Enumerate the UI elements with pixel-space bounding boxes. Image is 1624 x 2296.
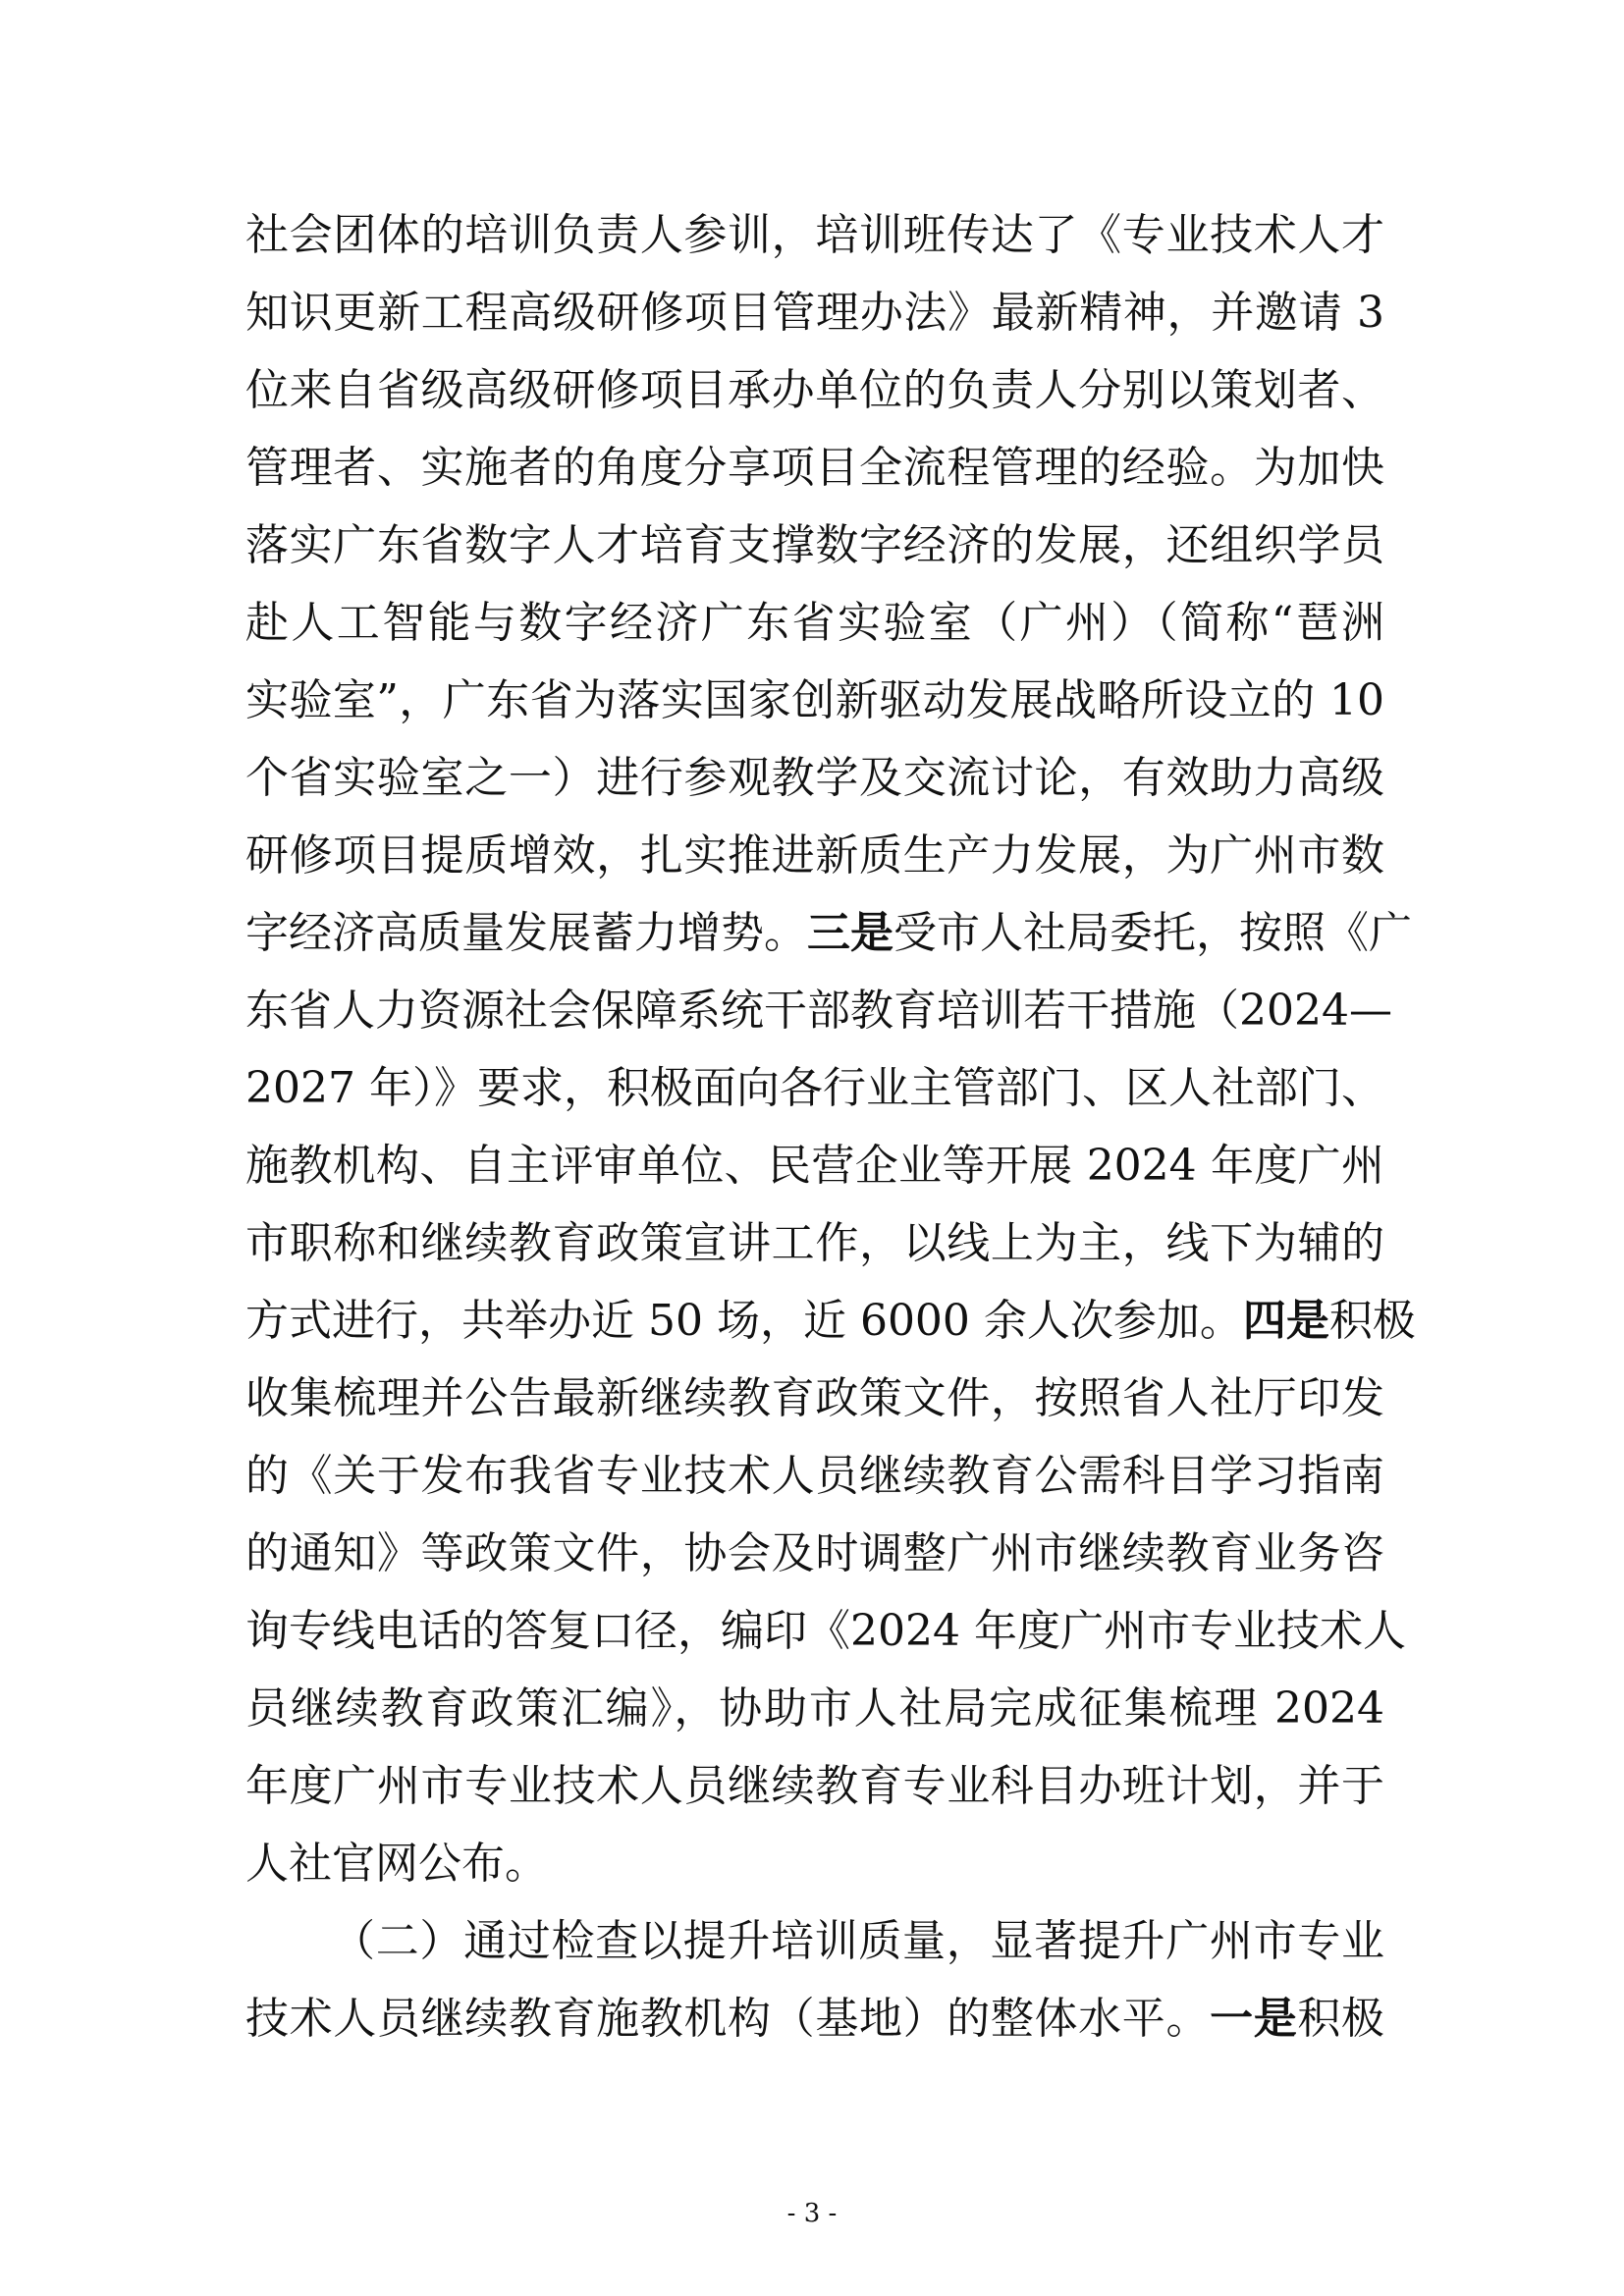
text-line: 方式进行，共举办近 50 场，近 6000 余人次参加。四是积极 [245,1296,1416,1346]
text-line: 赴人工智能与数字经济广东省实验室（广州）（简称“琶洲 [245,598,1384,648]
text-line: 社会团体的培训负责人参训，培训班传达了《专业技术人才 [245,210,1384,260]
text-line: 研修项目提质增效，扎实推进新质生产力发展，为广州市数 [245,830,1384,881]
bold-marker: 一是 [1210,1994,1298,2044]
text-line: 的《关于发布我省专业技术人员继续教育公需科目学习指南 [245,1451,1384,1501]
bold-marker: 四是 [1242,1296,1329,1346]
page-number: - 3 - [786,2199,838,2228]
text-line: 市职称和继续教育政策宣讲工作，以线上为主，线下为辅的 [245,1218,1384,1268]
text-line: 技术人员继续教育施教机构（基地）的整体水平。一是积极 [245,1994,1384,2044]
paragraph-2 [245,1902,1384,2057]
text-line: 东省人力资源社会保障系统干部教育培训若干措施（2024— [245,986,1392,1036]
text-line: 年度广州市专业技术人员继续教育专业科目办班计划，并于 [245,1761,1384,1811]
text-line: 管理者、实施者的角度分享项目全流程管理的经验。为加快 [245,443,1384,493]
text-line: 询专线电话的答复口径，编印《2024 年度广州市专业技术人 [245,1606,1406,1656]
text-line: （二）通过检查以提升培训质量，显著提升广州市专业 [332,1916,1384,1966]
text-line: 收集梳理并公告最新继续教育政策文件，按照省人社厅印发 [245,1373,1384,1423]
text-line: 的通知》等政策文件，协会及时调整广州市继续教育业务咨 [245,1528,1384,1578]
text-line: 落实广东省数字人才培育支撑数字经济的发展，还组织学员 [245,520,1384,570]
body-text [245,196,1416,2057]
text-line: 个省实验室之一）进行参观教学及交流讨论，有效助力高级 [245,753,1384,803]
text-line: 施教机构、自主评审单位、民营企业等开展 2024 年度广州 [245,1141,1384,1191]
text-line: 实验室”，广东省为落实国家创新驱动发展战略所设立的 10 [245,675,1384,725]
text-line: 字经济高质量发展蓄力增势。三是受市人社局委托，按照《广 [245,908,1412,958]
text-line: 位来自省级高级研修项目承办单位的负责人分别以策划者、 [245,365,1384,415]
paragraph-1 [245,196,1416,1902]
text-line: 2027 年）》要求，积极面向各行业主管部门、区人社部门、 [245,1063,1384,1113]
text-line: 知识更新工程高级研修项目管理办法》最新精神，并邀请 3 [245,288,1384,338]
text-line: 员继续教育政策汇编》，协助市人社局完成征集梳理 2024 [245,1683,1384,1734]
bold-marker: 三是 [807,908,893,958]
text-line: 人社官网公布。 [245,1839,548,1889]
